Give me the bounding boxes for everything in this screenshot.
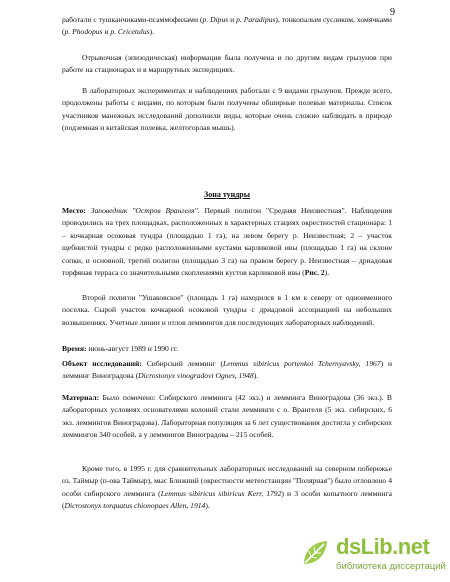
paragraph-lab-experiments: В лабораторных экспериментах и наблюдениях работали с 9 видами грызунов. Прежде всего, продолжены работы с видами, по которым были получены обширные полевые материалы. Список участников манежных исследований дополнили виды, которые очень сложно наблюдать в природе (подземная и китайская полевка, желтогорлая мышь). xyxy=(62,86,392,133)
dslib-watermark[interactable] xyxy=(300,534,446,576)
section-heading-tundra: Зона тундры xyxy=(203,190,250,199)
watermark-title: dsLib.net xyxy=(336,534,430,559)
paragraph-rodents-psammophiles: работали с тушканчиками-псаммофилами (p. Dipus и p. Paradipus), тонкопалым сусликом, хомячками (p. Phodopus и p. Cricetulus). xyxy=(62,15,392,37)
page-number: 9 xyxy=(390,7,395,18)
paragraph-time: Время: июнь-август 1989 и 1990 гг. xyxy=(62,344,179,353)
paragraph-material: Материал: Было помечено: Сибирского лемминга (42 экз.) и лемминга Виноградова (36 экз.). В лабораторных условиях основателями колоний стали лемминги с о. Врангеля (5 экз. сибирских, 6 экз. леммингов Виноградова). Лабораторная популяция за 6 лет существования достигла у сибирских леммингов 340 особей, а у леммингов Виноградова – 215 особей. xyxy=(62,393,392,440)
watermark-subtitle: библиотека диссертаций xyxy=(336,561,446,572)
paragraph-second-polygon: Второй полигон "Ушаковское" (площадь 1 га) находился в 1 км к северу от одноименного поселка. Сырой участок кочкарной осоковой тундры с дриадовой ассоциацией на небольших возвышениях. Учетные линии и отлов леммингов для последующих лабораторных наблюдений. xyxy=(62,293,392,327)
paragraph-episodic-info: Отрывочная (эпизодическая) информация была получена и по другим видам грызунов при работе на стационарах и в маршрутных экспедициях. xyxy=(62,53,392,75)
paragraph-place: Место: Заповедник "Остров Врангеля". Первый полигон "Средняя Неизвестная". Наблюдения проводились на трех площадках, расположенных в характерных стациях окрестностей стационара: 1 – кочкарная осоковая тундра (площадью 1 га), на левом берегу р. Неизвестная; 2 – участок щебнистой тундры с редко расположенными кустами карликовой ивы (площадью 1 га) на склоне сопки, и основной, третий полигон (площадью 3 га) на правом берегу р. Неизвестная – дриадовая торфяная терраса со значительными скоплениями кустов карликовой ивы (Рис. 2). xyxy=(62,206,392,278)
paragraph-taimyr: Кроме того, в 1995 г. для сравнительных лабораторных исследований на северном побережье оз. Таймыр (п-ова Таймыр), мыс Ближний (окрестности метеостанции "Полярная") было отловлено 4 особи сибирского лемминга (Lemmus sibiricus sibiricus Kerr, 1792) и 3 особи копытного лемминга (Dicrostonyx torquatus chionopaes Allen, 1914). xyxy=(62,464,392,511)
paragraph-object: Объект исследований: Сибирский лемминг (Lemmus sibiricus portenkoi Tchernyavsky, 1967) и лемминг Виноградова (Dicrostonyx vinogradovi Ognev, 1948). xyxy=(62,359,393,381)
leaf-logo-icon xyxy=(300,538,330,568)
